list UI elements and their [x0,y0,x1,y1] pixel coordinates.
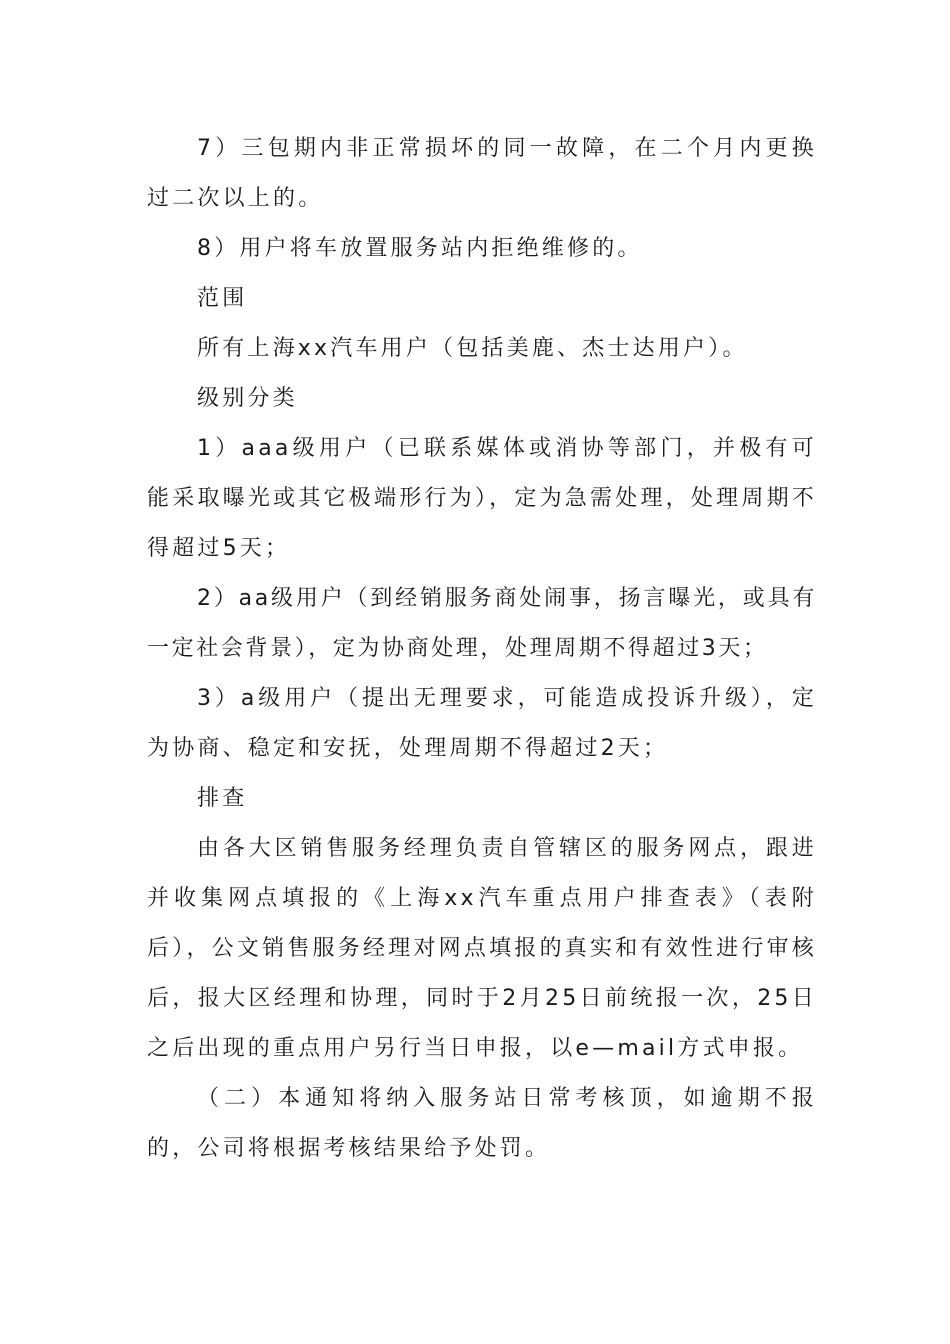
paragraph-level-aa: 2）aa级用户（到经销服务商处闹事，扬言曝光，或具有一定社会背景），定为协商处理，处理周期不得超过3天； [147,586,817,661]
paragraph-scope: 所有上海xx汽车用户（包括美鹿、杰士达用户）。 [197,336,748,361]
section-heading-scope: 范围 [197,286,248,311]
document-body [147,124,817,1174]
section-heading-classification: 级别分类 [197,386,298,411]
paragraph-investigation: 由各大区销售服务经理负责自管辖区的服务网点，跟进并收集网点填报的《上海xx汽车重点用户排查表》（表附后），公文销售服务经理对网点填报的真实和有效性进行审核后，报大区经理和协理，同时于2月25日前统报一次，25日之后出现的重点用户另行当日申报，以e—mail方式申报。 [147,836,817,1061]
paragraph-item-8: 8）用户将车放置服务站内拒绝维修的。 [197,236,643,261]
paragraph-level-aaa: 1）aaa级用户（已联系媒体或消协等部门，并极有可能采取曝光或其它极端形行为），定为急需处理，处理周期不得超过5天； [147,436,817,561]
paragraph-item-7: 7）三包期内非正常损坏的同一故障，在二个月内更换过二次以上的。 [147,136,817,211]
section-heading-investigation: 排查 [197,786,248,811]
paragraph-level-a: 3）a级用户（提出无理要求，可能造成投诉升级），定为协商、稳定和安抚，处理周期不得超过2天； [147,686,817,761]
paragraph-notice-two: （二）本通知将纳入服务站日常考核顶，如逾期不报的，公司将根据考核结果给予处罚。 [147,1086,817,1161]
